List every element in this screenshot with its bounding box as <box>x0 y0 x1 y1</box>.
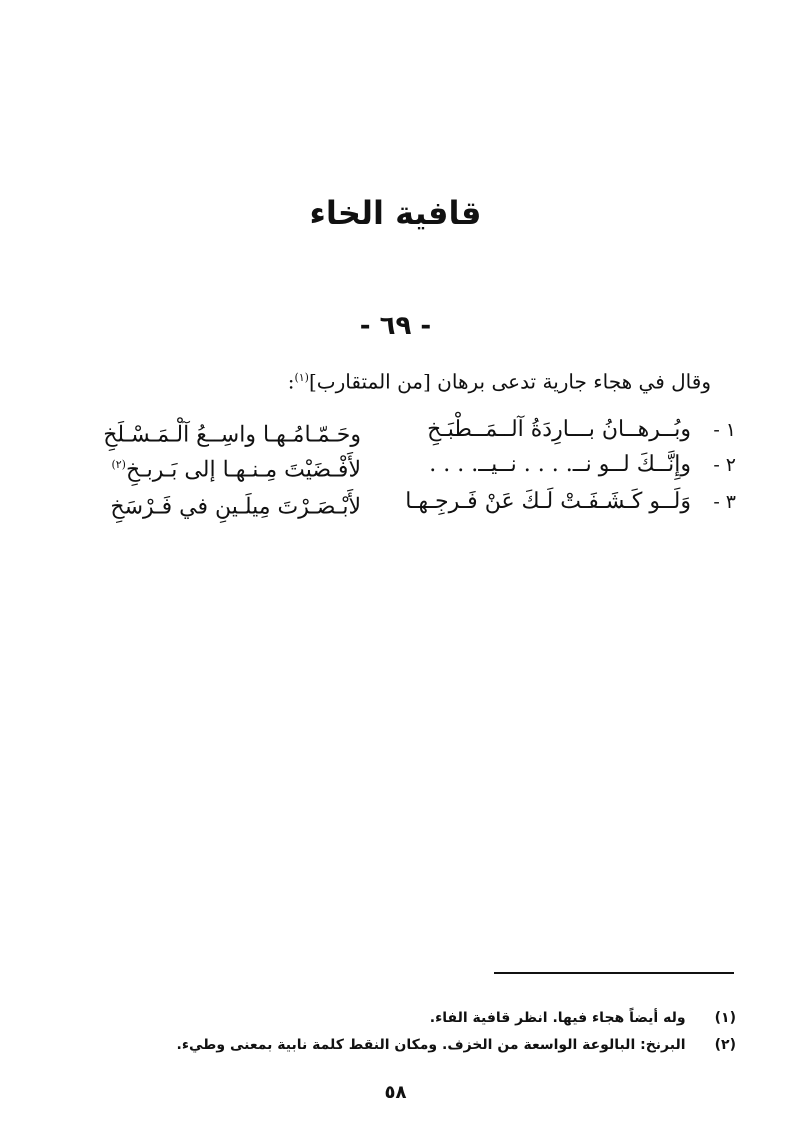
footnote-number: (١) <box>714 1010 736 1026</box>
footnote-2 <box>46 1033 736 1057</box>
footnote-number: (٢) <box>714 1037 736 1053</box>
footnote-1 <box>46 1006 736 1030</box>
verse-second-hemistich-text: لأَفْـضَيْتَ مِـنـهـا إلى بَـربـخِ <box>125 457 361 483</box>
poem-introduction <box>71 362 711 398</box>
intro-footnote-ref: (١) <box>294 371 309 384</box>
verse-line-3 <box>46 482 736 522</box>
intro-trailing-colon: : <box>287 369 295 394</box>
verse-first-hemistich: وَلَــو كَـشَـفَـتْ لَـكَ عَنْ فَـرجِـهـا <box>405 489 691 514</box>
footnote-text: وله أيضاً هجاء فيها. انظر قافية الفاء. <box>429 1010 686 1026</box>
verse-line-1 <box>46 410 736 450</box>
footnote-text: البرنخ: البالوعة الواسعة من الخزف. ومكان النقط كلمة نابية بمعنى وطيء. <box>176 1037 686 1053</box>
verse-number: ٣ - <box>713 491 736 513</box>
intro-text: وقال في هجاء جارية تدعى برهان [من المتقارب] <box>308 369 711 394</box>
verse-footnote-ref: (٢) <box>111 458 126 471</box>
footnote-divider <box>494 972 734 974</box>
verse-second-hemistich-text: وحَـمّـامُـهـا واسِــعُ آلْـمَـسْـلَخِ <box>103 422 361 448</box>
verse-second-hemistich <box>36 482 361 527</box>
verse-second-hemistich-text: لأَبْـصَـرْتَ مِيلَـينِ في فَـرْسَخِ <box>110 494 361 520</box>
verse-line-2 <box>46 445 736 485</box>
verse-first-hemistich: وبُــرهــانُ بـــارِدَةُ آلــمَــطْبَـخِ <box>427 417 691 442</box>
verse-first-hemistich: وإِنَّــكَ لــو نــ. . . . نــيــ. . . . <box>429 452 691 477</box>
page-number: ٥٨ <box>384 1082 407 1103</box>
verse-number: ٢ - <box>713 454 736 476</box>
poem-number: - ٦٩ - <box>359 311 432 341</box>
chapter-title: قافية الخاء <box>309 194 482 232</box>
verse-number: ١ - <box>713 419 736 441</box>
